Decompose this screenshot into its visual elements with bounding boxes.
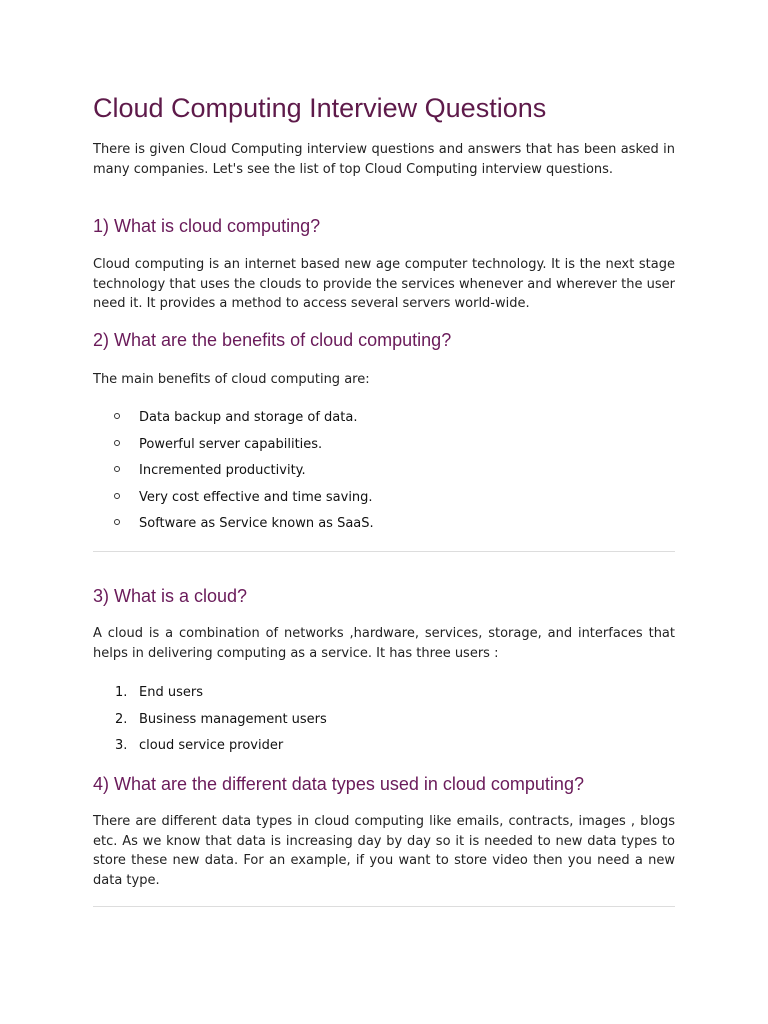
question-2-answer: The main benefits of cloud computing are: (93, 372, 370, 387)
circle-bullet-icon (114, 493, 120, 499)
list-item (93, 683, 327, 710)
list-number: 3. (115, 738, 128, 753)
section-divider (93, 906, 675, 907)
question-2-heading: 2) What are the benefits of cloud computing? (93, 330, 452, 350)
benefits-list (93, 408, 374, 541)
list-item-text: Very cost effective and time saving. (139, 489, 373, 505)
section-divider (93, 551, 675, 552)
list-item-text: Incremented productivity. (139, 463, 306, 478)
list-item (93, 736, 327, 763)
question-1-heading: 1) What is cloud computing? (93, 216, 321, 236)
circle-bullet-icon (114, 413, 120, 419)
users-list (93, 683, 327, 763)
page-title: Cloud Computing Interview Questions (93, 93, 547, 123)
list-item (93, 435, 374, 462)
circle-bullet-icon (114, 519, 120, 525)
question-4-answer: There are different data types in cloud computing like emails, contracts, images , blogs etc. As we know that data is increasing day by day so it is needed to new data types to store these new data. For an example, if you want to store video then you need a new data type. (93, 814, 675, 888)
circle-bullet-icon (114, 466, 120, 472)
list-item-text: Powerful server capabilities. (139, 436, 323, 452)
question-1-answer: Cloud computing is an internet based new age computer technology. It is the next stage technology that uses the clouds to provide the services whenever and wherever the user need it. It provides a method to access several servers world-wide. (93, 257, 675, 311)
intro-paragraph: There is given Cloud Computing interview questions and answers that has been asked in many companies. Let's see the list of top Cloud Computing interview questions. (93, 142, 675, 177)
list-item-text: Business management users (139, 711, 327, 727)
list-item (93, 488, 374, 515)
list-item-text: cloud service provider (139, 738, 284, 753)
list-item-text: End users (139, 685, 203, 700)
question-3-answer: A cloud is a combination of networks ,hardware, services, storage, and interfaces that helps in delivering computing as a service. It has three users : (93, 626, 675, 661)
question-4-heading: 4) What are the different data types used in cloud computing? (93, 774, 584, 794)
list-item (93, 514, 374, 541)
list-item (93, 710, 327, 737)
list-item-text: Software as Service known as SaaS. (139, 516, 374, 531)
list-number: 2. (115, 711, 128, 727)
circle-bullet-icon (114, 440, 120, 446)
list-item (93, 408, 374, 435)
question-3-heading: 3) What is a cloud? (93, 586, 248, 606)
list-number: 1. (115, 685, 128, 700)
list-item-text: Data backup and storage of data. (139, 410, 358, 425)
list-item (93, 461, 374, 488)
